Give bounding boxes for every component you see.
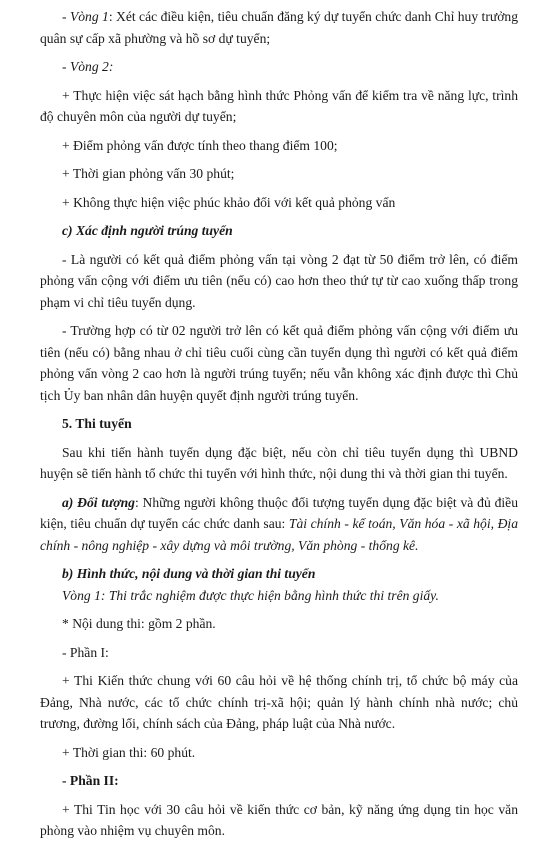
- section-5-heading: 5. Thi tuyển: [62, 416, 132, 431]
- section-c-heading: c) Xác định người trúng tuyển: [62, 223, 233, 238]
- vong2-bullet-1: + Thực hiện việc sát hạch bằng hình thức Phỏng vấn để kiểm tra về năng lực, trình độ chuyên môn của người dự tuyển;: [40, 87, 518, 124]
- vong2-bullet-2: + Điểm phỏng vấn được tính theo thang điểm 100;: [62, 137, 338, 153]
- phan-2-bullet-1: + Thi Tin học với 30 câu hỏi về kiến thức cơ bản, kỹ năng ứng dụng tin học văn phòng vào nhiệm vụ chuyên môn.: [40, 801, 518, 838]
- section-a-label: a) Đối tượng: [62, 494, 135, 510]
- section-c-paragraph-2: - Trường hợp có từ 02 người trở lên có kết quả điểm phỏng vấn cộng với điểm ưu tiên (nếu có) bằng nhau ở chỉ tiêu cuối cùng cần tuyển dụng thì người có kết quả điểm phỏng vấn vòng 2 cao hơn là người trúng tuyển; nếu vẫn không xác định được thì Chủ tịch Ủy ban nhân dân huyện quyết định người trúng tuyển.: [40, 323, 518, 403]
- phan-1-bullet-2: + Thời gian thi: 60 phút.: [62, 744, 196, 760]
- phan-1-label: - Phần I:: [62, 644, 109, 660]
- vong1-text: : Xét các điều kiện, tiêu chuẩn đăng ký dự tuyển chức danh Chỉ huy trưởng quân sự cấp xã phường và hồ sơ dự tuyển;: [40, 9, 518, 46]
- section-a-text: : Những người không thuộc đối tượng tuyển dụng đặc biệt và đủ điều kiện, tiêu chuẩn dự tuyển các chức danh sau:: [40, 494, 518, 531]
- vong2-label-line: - Vòng 2:: [62, 59, 114, 74]
- section-5-paragraph: Sau khi tiến hành tuyển dụng đặc biệt, nếu còn chỉ tiêu tuyển dụng thì UBND huyện sẽ tiến hành tổ chức thi tuyển với hình thức, nội dung thi và thời gian thi tuyển.: [40, 444, 518, 481]
- vong2-label: Vòng 2: [69, 59, 109, 74]
- vong2-bullet-4: + Không thực hiện việc phúc khảo đối với kết quả phỏng vấn: [62, 194, 396, 210]
- phan-1-bullet-1: + Thi Kiến thức chung với 60 câu hỏi về hệ thống chính trị, tổ chức bộ máy của Đảng, Nhà nước, các tổ chức chính trị-xã hội; quản lý hành chính nhà nước; chủ trương, đường lối, chính sách của Đảng, pháp luật của Nhà nước.: [40, 673, 518, 731]
- vong1-paragraph: - Vòng 1: Xét các điều kiện, tiêu chuẩn đăng ký dự tuyển chức danh Chỉ huy trưởng quân sự cấp xã phường và hồ sơ dự tuyển;: [40, 9, 518, 46]
- vong2-bullet-3: + Thời gian phỏng vấn 30 phút;: [62, 166, 235, 181]
- section-b-heading: b) Hình thức, nội dung và thời gian thi tuyển: [62, 566, 316, 581]
- noi-dung-thi: * Nội dung thi: gồm 2 phần.: [62, 616, 216, 631]
- section-a-roles: Tài chính - kế toán, Văn hóa - xã hội, Địa chính - nông nghiệp - xây dựng và môi trường, Văn phòng - thống kê.: [40, 516, 518, 553]
- section-a-paragraph: [40, 492, 518, 557]
- vong1-label: Vòng 1: [69, 9, 109, 24]
- section-c-paragraph-1: - Là người có kết quả điểm phỏng vấn tại vòng 2 đạt từ 50 điểm trở lên, có điểm phỏng vấn cộng với điểm ưu tiên (nếu có) cao hơn theo thứ tự từ cao xuống thấp trong phạm vi chỉ tiêu tuyển dụng.: [40, 251, 518, 310]
- section-b-vong1: Vòng 1: Thi trắc nghiệm được thực hiện bằng hình thức thi trên giấy.: [62, 587, 439, 603]
- phan-2-label: - Phần II:: [62, 773, 119, 788]
